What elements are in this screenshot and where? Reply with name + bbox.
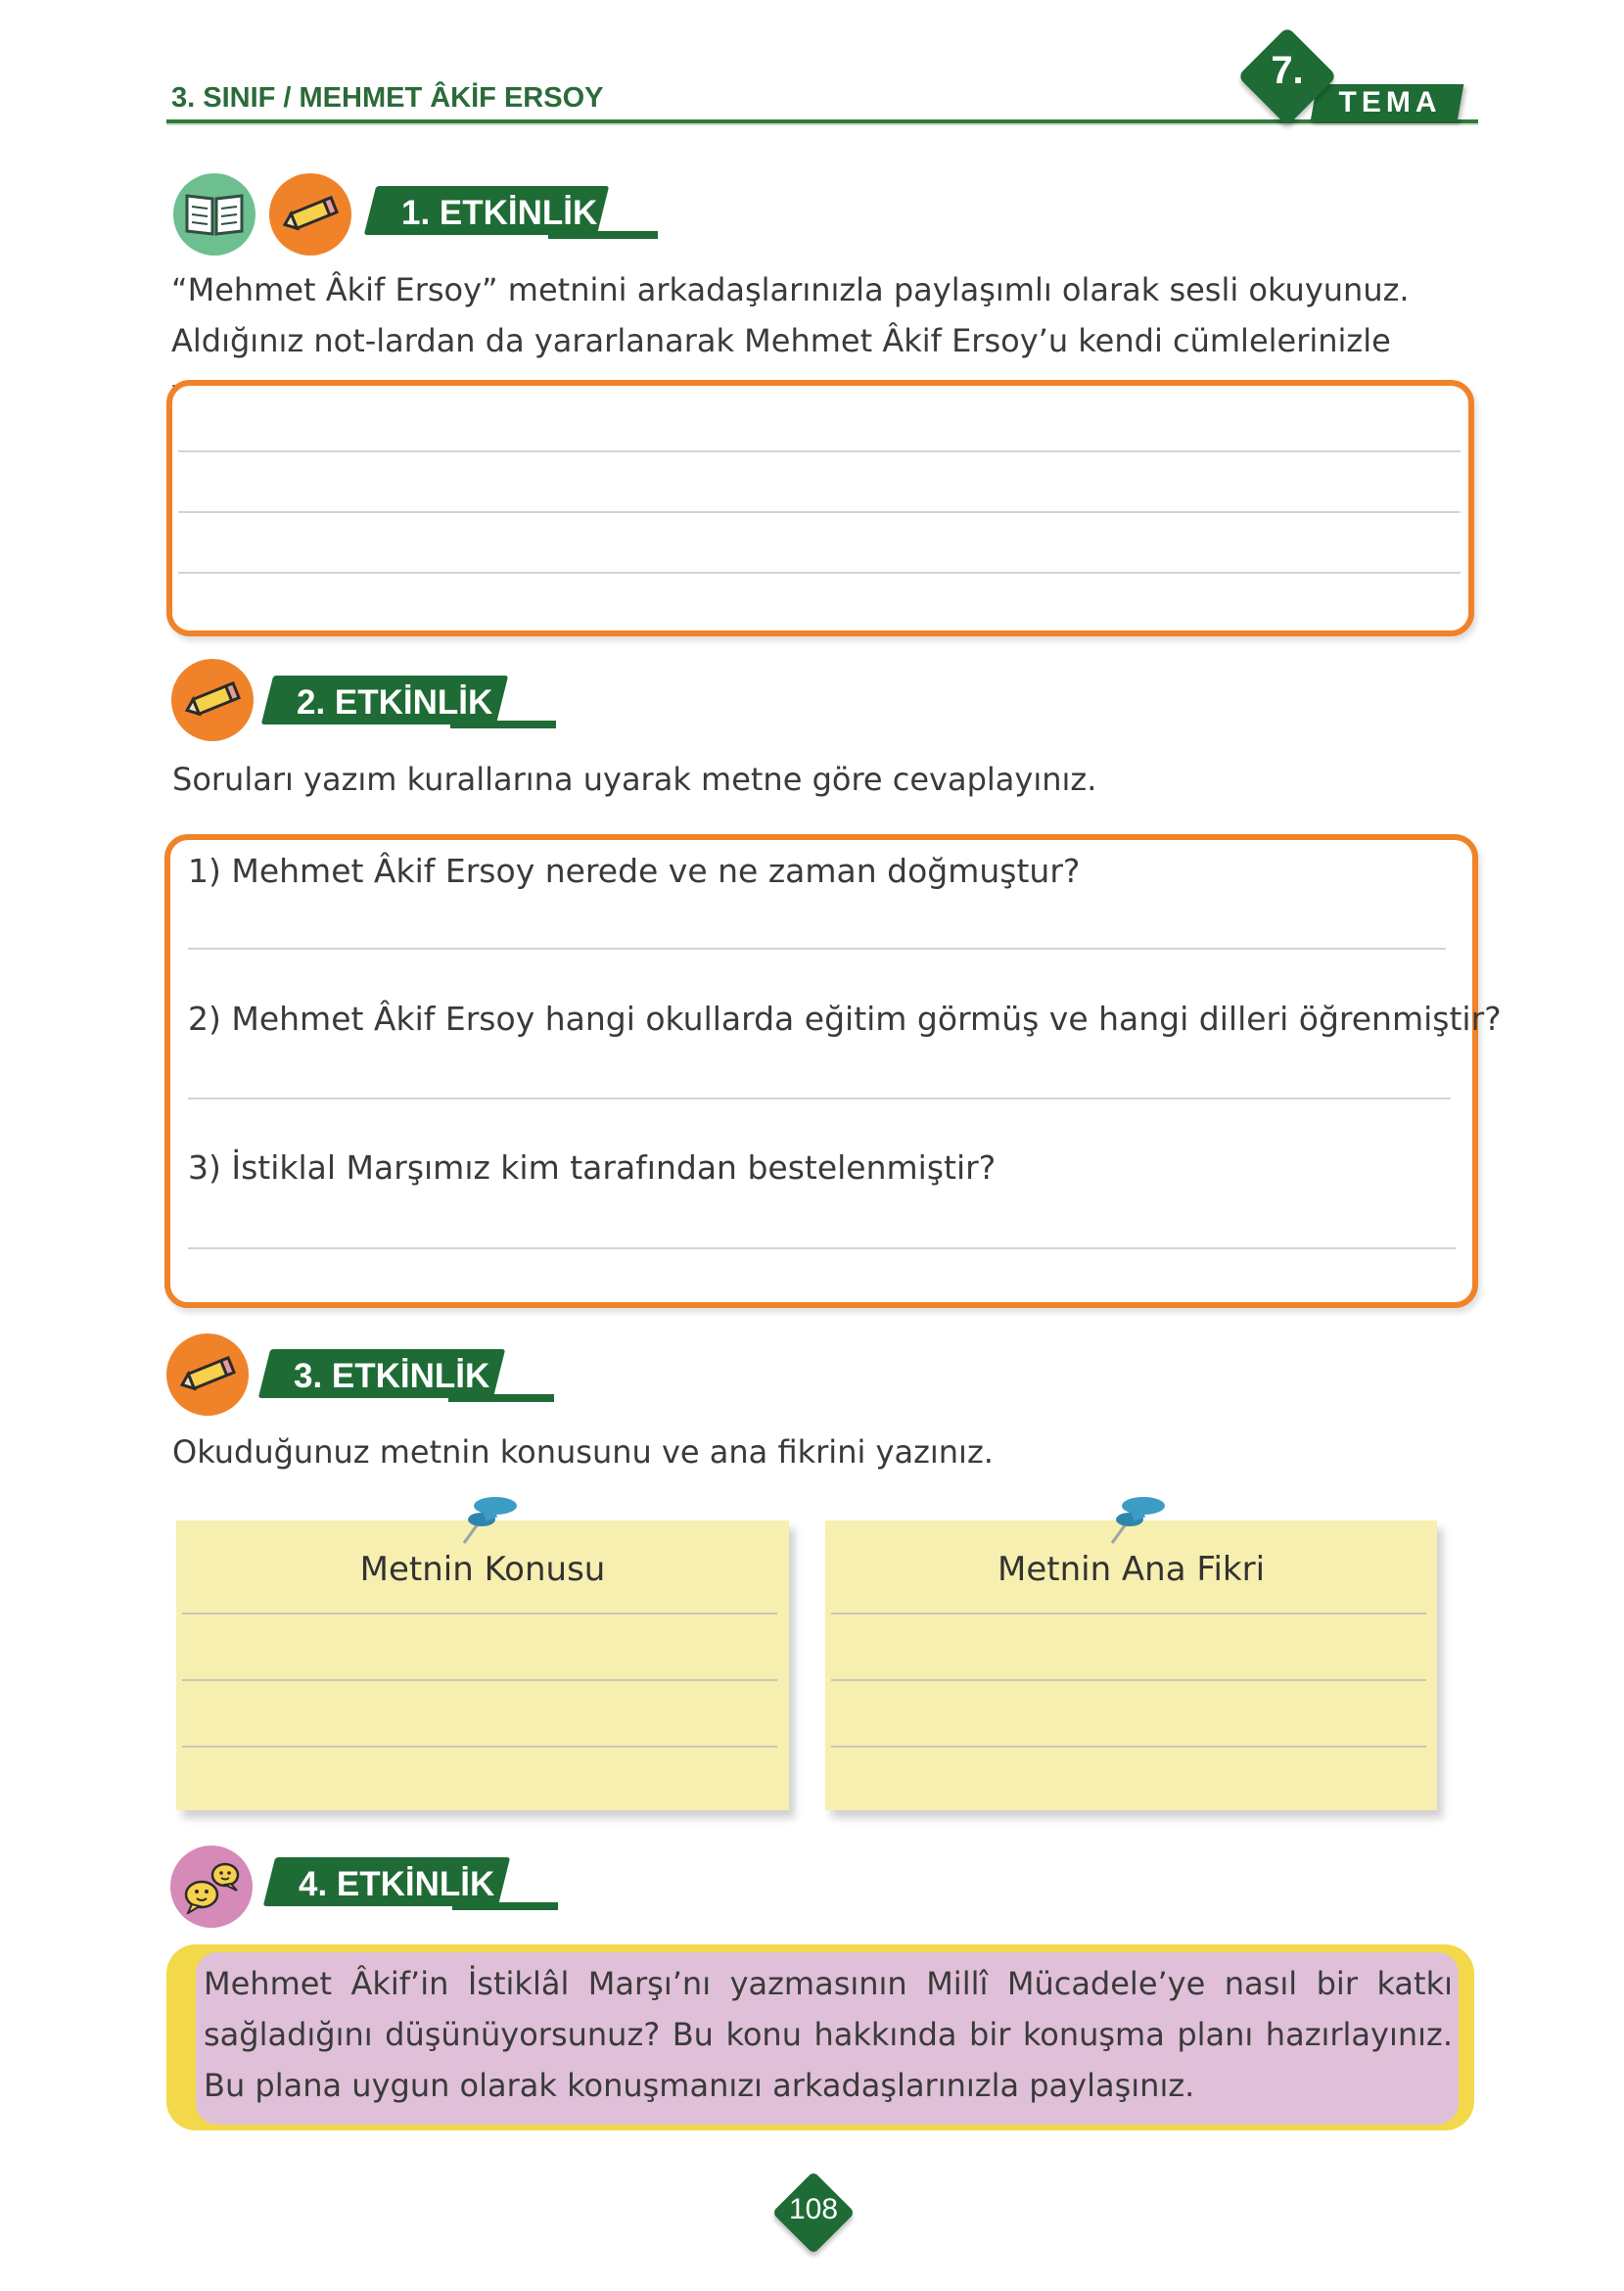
pencil-icon bbox=[171, 659, 254, 741]
theme-label: TEMA bbox=[1338, 86, 1442, 118]
speech-bubbles-icon bbox=[170, 1846, 253, 1928]
pushpin-icon bbox=[458, 1490, 527, 1553]
activity-3-instruction: Okuduğunuz metnin konusunu ve ana fikrini yazınız. bbox=[172, 1433, 994, 1471]
note-line bbox=[831, 1746, 1426, 1748]
pushpin-icon bbox=[1106, 1490, 1175, 1553]
writing-line bbox=[178, 572, 1461, 574]
answer-line-3[interactable] bbox=[188, 1247, 1456, 1249]
pencil-icon bbox=[269, 173, 351, 256]
activity-1-instruction: “Mehmet Âkif Ersoy” metnini arkadaşlarınızla paylaşımlı olarak sesli okuyunuz. Aldığınız not-lardan da yararlanarak Mehmet Âkif Ersoy’u kendi cümlelerinizle bbox=[171, 271, 1410, 359]
writing-line bbox=[178, 511, 1461, 513]
note-line bbox=[831, 1679, 1426, 1681]
header-divider-shadow bbox=[166, 123, 1478, 125]
header-title: 3. SINIF / MEHMET ÂKİF ERSOY bbox=[171, 82, 604, 114]
activity-4-text: Mehmet Âkif’in İstiklâl Marşı’nı yazmasının Millî Mücadele’ye nasıl bir katkı sağladığını düşünüyorsunuz? Bu konu hakkında bir konuşma planı hazırlayınız. Bu plana uygun olarak konuşmanızı arkadaşlarınızla paylaşınız. bbox=[204, 1965, 1453, 2104]
activity-2-label: 2. ETKİNLİK bbox=[297, 683, 493, 722]
theme-number: 7. bbox=[1271, 49, 1304, 92]
question-1: 1) Mehmet Âkif Ersoy nerede ve ne zaman doğmuştur? bbox=[188, 852, 1081, 890]
pencil-icon bbox=[166, 1333, 249, 1416]
note-line bbox=[182, 1679, 777, 1681]
note-topic[interactable] bbox=[176, 1520, 789, 1810]
note-line bbox=[831, 1613, 1426, 1614]
writing-line bbox=[178, 450, 1461, 452]
activity-1-label: 1. ETKİNLİK bbox=[401, 194, 598, 232]
activity-4-label: 4. ETKİNLİK bbox=[299, 1865, 495, 1903]
activity-2-questions-box bbox=[164, 834, 1502, 1308]
question-3: 3) İstiklal Marşımız kim tarafından bestelenmiştir? bbox=[188, 1148, 997, 1187]
activity-1-writing-box[interactable] bbox=[166, 380, 1474, 636]
note-line bbox=[182, 1746, 777, 1748]
book-icon bbox=[173, 173, 255, 256]
note-topic-title: Metnin Konusu bbox=[359, 1550, 606, 1589]
answer-line-2[interactable] bbox=[188, 1098, 1451, 1099]
note-main-idea-title: Metnin Ana Fikri bbox=[997, 1550, 1266, 1589]
activity-3-label: 3. ETKİNLİK bbox=[294, 1357, 490, 1395]
activity-2-instruction: Soruları yazım kurallarına uyarak metne göre cevaplayınız. bbox=[172, 761, 1097, 798]
note-line bbox=[182, 1613, 777, 1614]
note-main-idea[interactable] bbox=[825, 1520, 1437, 1810]
page-number: 108 bbox=[788, 2193, 839, 2225]
activity-4-box bbox=[196, 1952, 1459, 2125]
question-2: 2) Mehmet Âkif Ersoy hangi okullarda eğitim görmüş ve hangi dilleri öğrenmiştir? bbox=[188, 1000, 1502, 1038]
answer-line-1[interactable] bbox=[188, 948, 1446, 950]
